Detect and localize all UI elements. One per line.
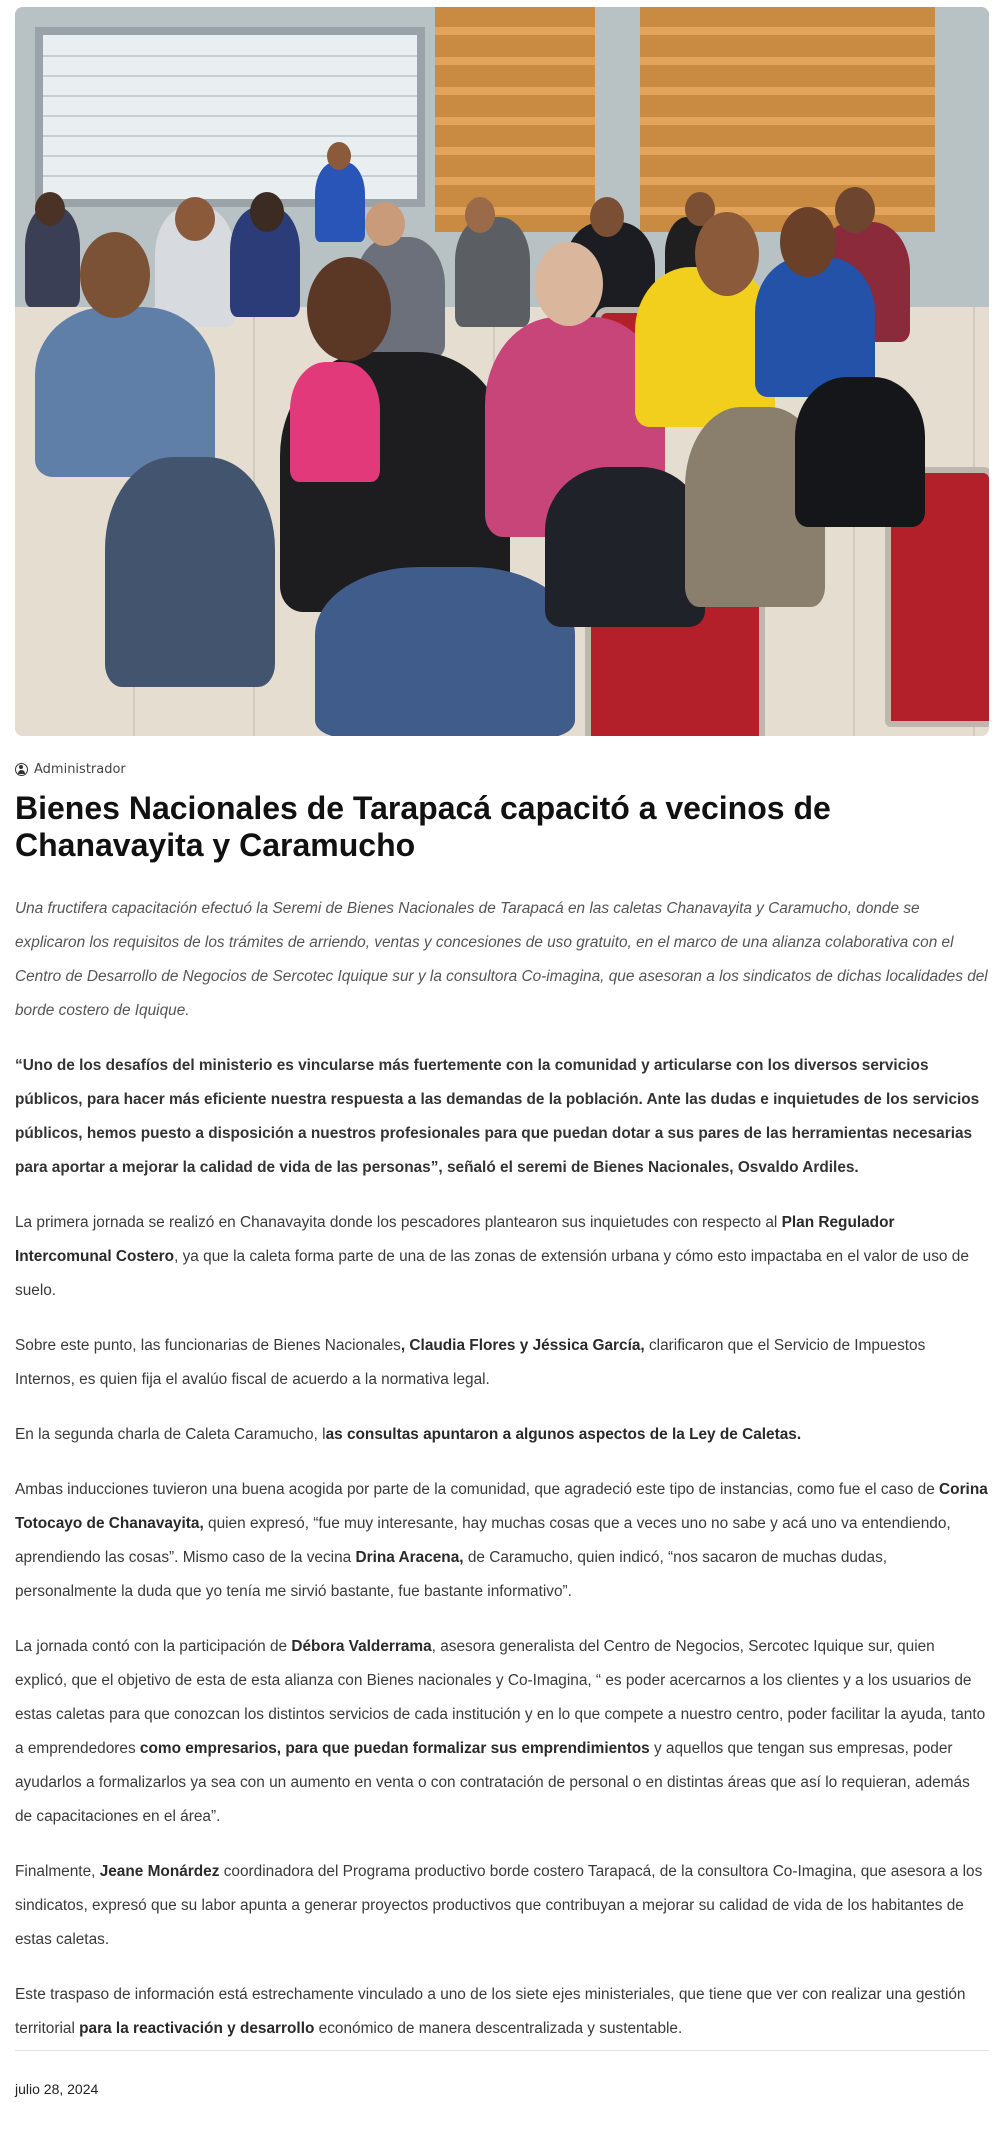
article-body — [15, 892, 989, 2046]
photo-window — [35, 27, 425, 207]
article-paragraph: Ambas inducciones tuvieron una buena acogida por parte de la comunidad, que agradeció este tipo de instancias, como fue el caso de Corina Totocayo de Chanavayita, quien expresó, “fue muy interesante, hay muchas cosas que a veces uno no sabe y acá uno va entendiendo, aprendiendo las cosas”. Mismo caso de la vecina Drina Aracena, de Caramucho, quien indicó, “nos sacaron de muchas dudas, personalmente la duda que yo tenía me sirvió bastante, fue bastante informativo”. — [15, 1481, 988, 1600]
article-date: julio 28, 2024 — [15, 2081, 99, 2097]
article-page — [0, 7, 1000, 2148]
article-paragraph: Sobre este punto, las funcionarias de Bienes Nacionales, Claudia Flores y Jéssica García, clarificaron que el Servicio de Impuestos Internos, es quien fija el avalúo fiscal de acuerdo a la normativa legal. — [15, 1337, 926, 1388]
author-row — [15, 762, 985, 777]
article-title: Bienes Nacionales de Tarapacá capacitó a vecinos de Chanavayita y Caramucho — [15, 790, 831, 863]
photo-person — [455, 217, 530, 327]
user-icon — [15, 763, 28, 776]
article-hero-image[interactable] — [15, 7, 989, 736]
article-paragraph: Este traspaso de información está estrechamente vinculado a uno de los siete ejes ministeriales, que tiene que ver con realizar una gestión territorial para la reactivación y desarrollo económico de manera descentralizada y sustentable. — [15, 1986, 966, 2037]
photo-person — [545, 467, 705, 627]
photo-person-jeans — [315, 567, 575, 736]
photo-person-blue-shirt — [35, 307, 215, 477]
article-paragraph: La jornada contó con la participación de Débora Valderrama, asesora generalista del Centro de Negocios, Sercotec Iquique sur, quien explicó, que el objetivo de esta de esta alianza con Bienes nacionales y Co-Imagina, “ es poder acercarnos a los clientes y a los usuarios de estas caletas para que conozcan los distintos servicios de cada institución y en lo que compete a nuestro centro, poder facilitar la ayuda, tanto a emprendedores como empresarios, para que puedan formalizar sus emprendimientos y aquellos que tengan sus empresas, poder ayudarlos a formalizarlos ya sea con un aumento en venta o con contratación de personal o en distintas áreas que así lo requieran, además de capacitaciones en el área”. — [15, 1638, 986, 1825]
article-divider — [15, 2050, 989, 2051]
photo-man-yellow-shirt — [635, 267, 775, 427]
photo-person — [795, 377, 925, 527]
author-name[interactable]: Administrador — [34, 762, 126, 777]
photo-person-jeans — [105, 457, 275, 687]
photo-wood-panel — [640, 7, 935, 232]
article-lead: Una fructifera capacitación efectuó la Seremi de Bienes Nacionales de Tarapacá en las caletas Chanavayita y Caramucho, donde se explicaron los requisitos de los trámites de arriendo, ventas y concesiones de uso gratuito, en el marco de una alianza colaborativa con el Centro de Desarrollo de Negocios de Sercotec Iquique sur y la consultora Co-imagina, que asesoran a los sindicatos de dichas localidades del borde costero de Iquique. — [15, 900, 988, 1019]
article-paragraph: La primera jornada se realizó en Chanavayita donde los pescadores plantearon sus inquietudes con respecto al Plan Regulador Intercomunal Costero, ya que la caleta forma parte de una de las zonas de extensión urbana y cómo esto impactaba en el valor de uso de suelo. — [15, 1214, 969, 1299]
article-quote: “Uno de los desafíos del ministerio es vincularse más fuertemente con la comunidad y articularse con los diversos servicios públicos, para hacer más eficiente nuestra respuesta a las demandas de la población. Ante las dudas e inquietudes de los servicios públicos, hemos puesto a disposición a nuestros profesionales para que puedan dotar a sus pares de las herramientas necesarias para aportar a mejorar la calidad de vida de las personas”, señaló el seremi de Bienes Nacionales, Osvaldo Ardiles. — [15, 1057, 980, 1176]
photo-man-blue-jacket — [755, 257, 875, 397]
article-paragraph: En la segunda charla de Caleta Caramucho, las consultas apuntaron a algunos aspectos de la Ley de Caletas. — [15, 1426, 802, 1443]
article-paragraph: Finalmente, Jeane Monárdez coordinadora del Programa productivo borde costero Tarapacá, de la consultora Co-Imagina, que asesora a los sindicatos, expresó que su labor apunta a generar proyectos productivos que contribuyan a mejorar su calidad de vida de los habitantes de estas caletas. — [15, 1863, 983, 1948]
photo-pink-sleeve — [290, 362, 380, 482]
photo-person — [315, 162, 365, 242]
photo-wood-panel — [435, 7, 595, 232]
